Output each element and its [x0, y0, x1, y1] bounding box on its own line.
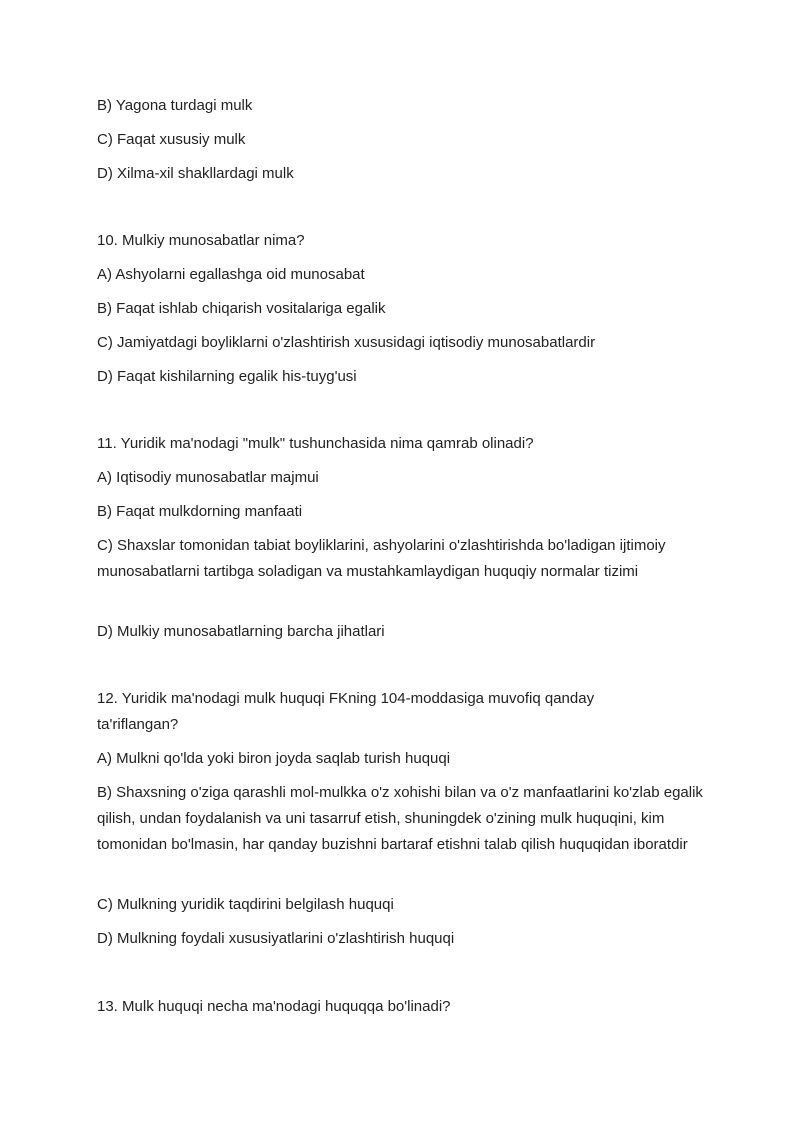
q11-option-a: A) Iqtisodiy munosabatlar majmui	[97, 469, 319, 486]
q11-option-b: B) Faqat mulkdorning manfaati	[97, 503, 303, 520]
q9-option-d: D) Xilma-xil shakllardagi mulk	[97, 165, 294, 182]
q10-option-d: D) Faqat kishilarning egalik his-tuyg'usi	[97, 368, 357, 385]
q10-option-b: B) Faqat ishlab chiqarish vositalariga egalik	[97, 300, 386, 317]
q9-option-b: B) Yagona turdagi mulk	[97, 97, 253, 114]
q12-question: 12. Yuridik ma'nodagi mulk huquqi FKning 104-moddasiga muvofiq qanday ta'riflangan?	[97, 690, 595, 733]
q11-option-d: D) Mulkiy munosabatlarning barcha jihatlari	[97, 623, 385, 640]
q10-option-c: C) Jamiyatdagi boyliklarni o'zlashtirish xususidagi iqtisodiy munosabatlardir	[97, 334, 596, 351]
q11-option-c: C) Shaxslar tomonidan tabiat boyliklarini, ashyolarini o'zlashtirishda bo'ladigan ijtimoiy munosabatlarni tartibga soladigan va mustahkamlaydigan huquqiy normalar tizimi	[97, 537, 666, 580]
q9-option-c: C) Faqat xususiy mulk	[97, 131, 246, 148]
q12-option-c: C) Mulkning yuridik taqdirini belgilash huquqi	[97, 896, 394, 913]
q12-option-a: A) Mulkni qo'lda yoki biron joyda saqlab turish huquqi	[97, 750, 451, 767]
q12-option-d: D) Mulkning foydali xususiyatlarini o'zlashtirish huquqi	[97, 930, 455, 947]
q10-question: 10. Mulkiy munosabatlar nima?	[97, 232, 305, 249]
q12-option-b: B) Shaxsning o'ziga qarashli mol-mulkka o'z xohishi bilan va o'z manfaatlarini ko'zlab egalik qilish, undan foydalanish va uni tasarruf etish, shuningdek o'zining mulk huquqini, kim tomonidan bo'lmasin, har qanday buzishni bartaraf etishni talab qilish huquqidan iboratdir	[97, 784, 703, 853]
q11-question: 11. Yuridik ma'nodagi "mulk" tushunchasida nima qamrab olinadi?	[97, 435, 534, 452]
q13-question: 13. Mulk huquqi necha ma'nodagi huquqqa bo'linadi?	[97, 998, 451, 1015]
q10-option-a: A) Ashyolarni egallashga oid munosabat	[97, 266, 365, 283]
